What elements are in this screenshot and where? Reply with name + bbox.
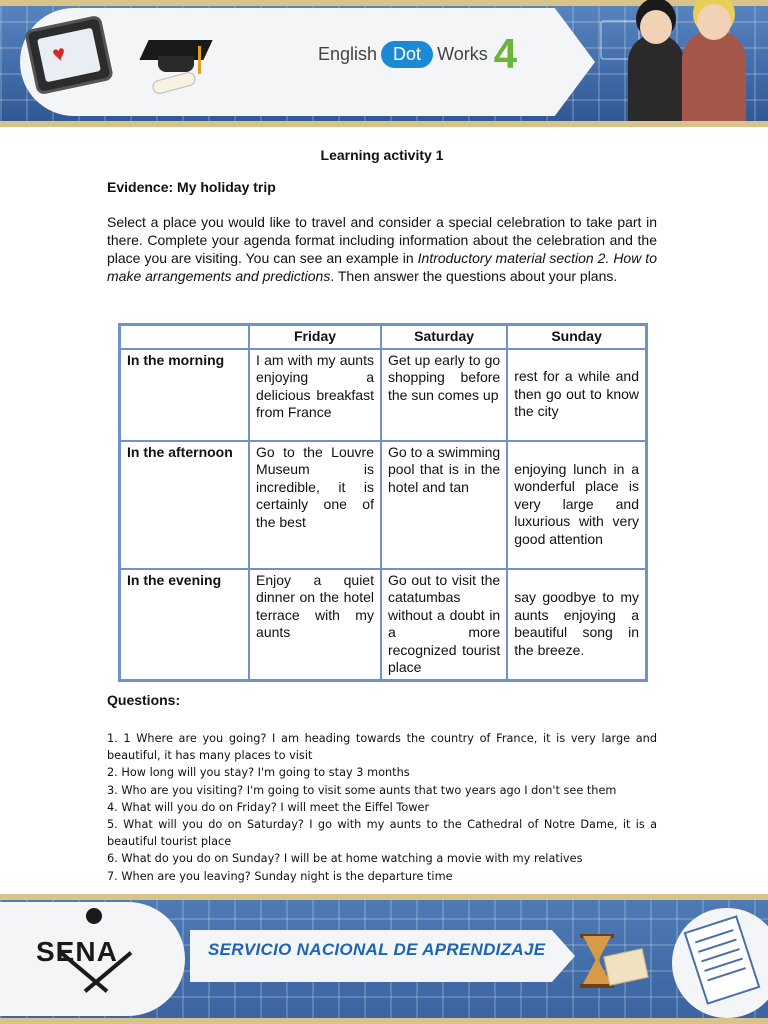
- service-name: SERVICIO NACIONAL DE APRENDIZAJE: [208, 940, 546, 959]
- table-row: [120, 349, 646, 441]
- brand-works: Works: [437, 43, 488, 64]
- list-item: 6. What do you do on Sunday? I will be at home watching a movie with my relatives: [107, 852, 583, 866]
- table-cell: I am with my aunts enjoying a delicious breakfast from France: [249, 349, 381, 441]
- column-header-sunday: Sunday: [507, 325, 646, 349]
- row-header-morning: In the morning: [120, 349, 249, 441]
- document-sheet-icon: [672, 908, 768, 1018]
- agenda-table: [118, 323, 648, 682]
- footer-bottom-stripe: [0, 1018, 768, 1024]
- table-row: [120, 441, 646, 569]
- column-header-saturday: Saturday: [381, 325, 507, 349]
- list-item: 3. Who are you visiting? I'm going to visit some aunts that two years ago I don't see them: [107, 783, 617, 797]
- list-item: 2. How long will you stay? I'm going to stay 3 months: [107, 766, 410, 780]
- table-cell: Go to the Louvre Museum is incredible, it is certainly one of the best: [249, 441, 381, 569]
- tablet-heart-icon: ♥: [24, 15, 114, 96]
- table-row: [120, 569, 646, 680]
- footer-top-stripe: [0, 894, 768, 900]
- table-cell: say goodbye to my aunts enjoying a beautiful song in the breeze.: [507, 569, 646, 680]
- list-item: 1. 1 Where are you going? I am heading towards the country of France, it is very large and beautiful, it has many places to visit: [107, 732, 657, 763]
- english-dot-works-logo: [318, 30, 518, 77]
- table-cell: Go to a swimming pool that is in the hotel and tan: [381, 441, 507, 569]
- page-title: Learning activity 1: [320, 147, 444, 163]
- table-cell: rest for a while and then go out to know the city: [507, 349, 646, 441]
- table-cell: enjoying lunch in a wonderful place is very large and luxurious with very good attention: [507, 441, 646, 569]
- row-header-afternoon: In the afternoon: [120, 441, 249, 569]
- list-item: 4. What will you do on Friday? I will meet the Eiffel Tower: [107, 800, 430, 814]
- sena-logo-text: SENA: [36, 936, 118, 967]
- header-bottom-stripe: [0, 121, 768, 127]
- graduation-cap-icon: [140, 36, 212, 96]
- brand-number: 4: [493, 30, 518, 77]
- footer-banner: [0, 894, 768, 1024]
- questions-heading: Questions:: [107, 692, 181, 708]
- header-banner: [0, 0, 768, 127]
- list-item: 5. What will you do on Saturday? I go with my aunts to the Cathedral of Notre Dame, it is a beautiful tourist place: [107, 818, 657, 849]
- intro-italic-reference: Introductory material section 2. How to make arrangements and predictions: [107, 250, 657, 284]
- list-item: 7. When are you leaving? Sunday night is the departure time: [107, 869, 453, 883]
- brand-english: English: [318, 43, 378, 64]
- column-header-friday: Friday: [249, 325, 381, 349]
- evidence-heading: Evidence: My holiday trip: [107, 179, 276, 195]
- brand-dot: Dot: [381, 41, 433, 68]
- table-header-row: [120, 325, 646, 349]
- table-cell: Get up early to go shopping before the sun comes up: [381, 349, 507, 441]
- students-illustration-icon: [610, 4, 760, 124]
- intro-paragraph: Select a place you would like to travel and consider a special celebration to take part in there. Complete your agenda format including information about the celebration and the place you are visiting. You can see an example in Introductory material section 2. How to make arrangements and predictions. Then answer the questions about your plans.: [107, 214, 657, 284]
- table-cell: Enjoy a quiet dinner on the hotel terrace with my aunts: [249, 569, 381, 680]
- document-body: [107, 145, 657, 303]
- table-cell: Go out to visit the catatumbas without a doubt in a more recognized tourist place: [381, 569, 507, 680]
- table-corner-cell: [120, 325, 249, 349]
- row-header-evening: In the evening: [120, 569, 249, 680]
- questions-list: [107, 730, 657, 885]
